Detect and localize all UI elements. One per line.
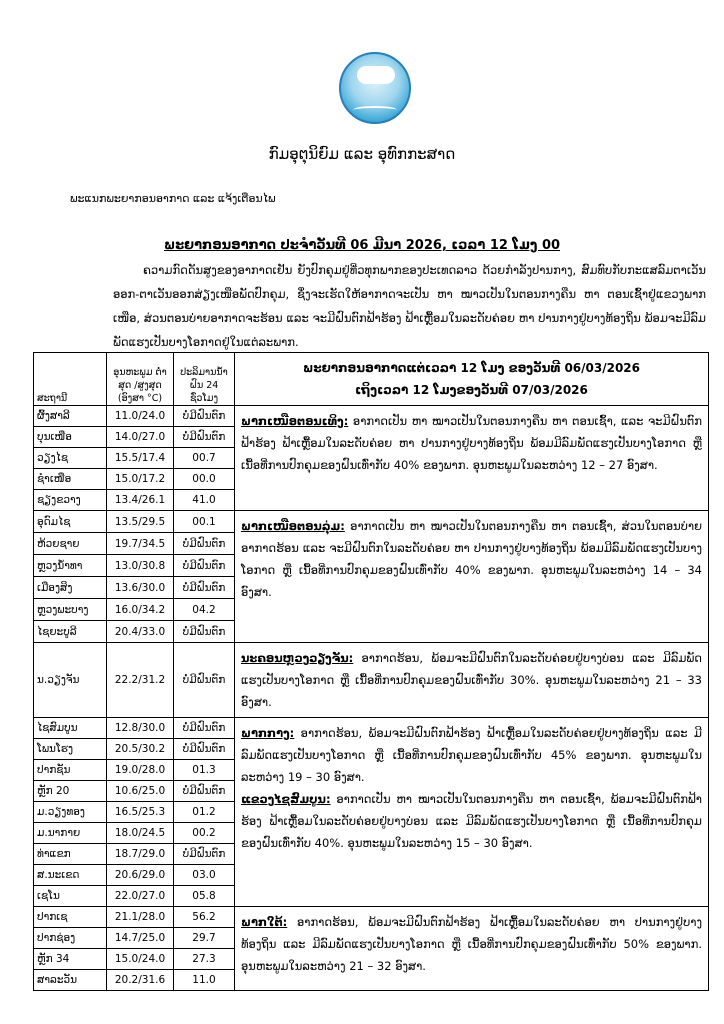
header-rainfall: ປະລິມານນ້ຳຝົນ 24 ຊົ່ວໂມງ: [174, 353, 235, 406]
station-name: ປາກເຊ: [34, 907, 107, 928]
organization-logo: [339, 52, 411, 124]
forecast-table: [33, 352, 709, 991]
temperature-value: 18.7/29.0: [107, 844, 174, 865]
station-name: ສ.ນະເຂດ: [34, 865, 107, 886]
region-text: ອາກາດຮ້ອນ, ພ້ອມຈະມີຝົນຕົກຟ້າຮ້ອງ ຟ້າເຫຼື້ອມໃນລະດັບຄ່ອຍຢູ່ບາງທ້ອງຖິ່ນ ແລະ ມີລົມພັດແຮງເປັນບາງໂອກາດ ຫຼື ເນື້ອທີ່ການປົກຄຸມຂອງຝົນເທົ່າກັບ 45% ຂອງພາກ. ອຸນຫະພູມໃນລະຫວ່າງ 19 – 30 ອົງສາ.: [241, 726, 702, 784]
rainfall-value: ບໍ່ມີຝົນຕົກ: [174, 781, 235, 802]
region-title: ພາກໃຕ້:: [241, 915, 288, 929]
region-forecast: [235, 643, 709, 718]
station-name: ສາລະວັນ: [34, 970, 107, 991]
rainfall-value: ບໍ່ມີຝົນຕົກ: [174, 555, 235, 577]
department-name: ພະແນກພະຍາກອນອາກາດ ແລະ ແຈ້ງເຕືອນໄພ: [70, 192, 276, 205]
temperature-value: 13.6/30.0: [107, 577, 174, 599]
temperature-value: 13.0/30.8: [107, 555, 174, 577]
temperature-value: 14.0/27.0: [107, 427, 174, 448]
station-name: ຜົ້ງສາລີ: [34, 406, 107, 427]
temperature-value: 20.2/31.6: [107, 970, 174, 991]
station-name: ວຽງໄຊ: [34, 448, 107, 469]
rainfall-value: 01.2: [174, 802, 235, 823]
station-name: ຫ້ວຍຊາຍ: [34, 533, 107, 555]
table-row: [34, 406, 709, 427]
rainfall-value: ບໍ່ມີຝົນຕົກ: [174, 533, 235, 555]
table-row: [34, 718, 709, 739]
station-name: ປາກຊັນ: [34, 760, 107, 781]
temperature-value: 19.7/34.5: [107, 533, 174, 555]
rainfall-value: 00.7: [174, 448, 235, 469]
rainfall-value: ບໍ່ມີຝົນຕົກ: [174, 718, 235, 739]
table-row: [34, 643, 709, 718]
region-title: ພາກເໜືອຕອນລຸ່ມ:: [241, 519, 345, 533]
temperature-value: 15.5/17.4: [107, 448, 174, 469]
temperature-value: 20.4/33.0: [107, 621, 174, 643]
header-forecast-line2: ເຖິງເວລາ 12 ໂມງຂອງວັນທີ 07/03/2026: [355, 383, 588, 397]
station-name: ອຸດົມໄຊ: [34, 511, 107, 533]
temperature-value: 19.0/28.0: [107, 760, 174, 781]
rainfall-value: 00.2: [174, 823, 235, 844]
region-title: ແຂວງໄຊສົມບູນ:: [241, 792, 331, 806]
station-name: ປາກຊ່ອງ: [34, 928, 107, 949]
header-station: ສະຖານີ: [34, 353, 107, 406]
rainfall-value: 11.0: [174, 970, 235, 991]
rainfall-value: 56.2: [174, 907, 235, 928]
rainfall-value: ບໍ່ມີຝົນຕົກ: [174, 621, 235, 643]
temperature-value: 13.5/29.5: [107, 511, 174, 533]
temperature-value: 15.0/24.0: [107, 949, 174, 970]
station-name: ຫຼັກ 20: [34, 781, 107, 802]
rainfall-value: 00.0: [174, 469, 235, 490]
region-forecast: [235, 406, 709, 511]
organization-name: ກົມອຸຕຸນິຍົມ ແລະ ອຸທົກກະສາດ: [268, 145, 456, 163]
region-forecast: [235, 907, 709, 991]
cloud-icon: [357, 66, 395, 84]
temperature-value: 16.0/34.2: [107, 599, 174, 621]
region-forecast: [235, 511, 709, 643]
station-name: ຊຽງຂວາງ: [34, 490, 107, 511]
station-name: ເມືອງສິງ: [34, 577, 107, 599]
rainfall-value: 29.7: [174, 928, 235, 949]
rainfall-value: ບໍ່ມີຝົນຕົກ: [174, 643, 235, 718]
region-text: ອາກາດເປັນ ຫາ ໝາວເປັນໃນຕອນກາງຄືນ ຫາ ຕອນເຊົ້າ, ພ້ອມຈະມີຝົນຕົກຟ້າຮ້ອງ ຟ້າເຫຼື້ອມໃນລະດັບຄ່ອຍຢູ່ບາງບ່ອນ ແລະ ມີລົມພັດແຮງເປັນບາງໂອກາດ ຫຼື ເນື້ອທີ່ການປົກຄຸມຂອງຝົນເທົ່າກັບ 40%. ອຸນຫະພູມໃນລະຫວ່າງ 15 – 30 ອົງສາ.: [241, 792, 702, 850]
station-name: ທ່າແຂກ: [34, 844, 107, 865]
temperature-value: 11.0/24.0: [107, 406, 174, 427]
rainfall-value: ບໍ່ມີຝົນຕົກ: [174, 427, 235, 448]
temperature-value: 16.5/25.3: [107, 802, 174, 823]
wave-icon: [353, 106, 397, 114]
rainfall-value: ບໍ່ມີຝົນຕົກ: [174, 577, 235, 599]
forecast-table-body: [34, 406, 709, 991]
header-forecast-line1: ພະຍາກອນອາກາດແຕ່ເວລາ 12 ໂມງ ຂອງວັນທີ 06/03/2026: [302, 361, 641, 375]
station-name: ມ.ນາກາຍ: [34, 823, 107, 844]
region-text: ອາກາດເປັນ ຫາ ໝາວເປັນໃນຕອນກາງຄືນ ຫາ ຕອນເຊົ້າ, ແລະ ຈະມີຝົນຕົກຟ້າຮ້ອງ ຟ້າເຫຼື້ອມໃນລະດັບຄ່ອຍ ຫາ ປານກາງຢູ່ບາງທ້ອງຖິ່ນ ພ້ອມມີລົມພັດແຮງເປັນບາງໂອກາດ ຫຼື ເນື້ອທີ່ການປົກຄຸມຂອງຝົນເທົ່າກັບ 40% ຂອງພາກ. ອຸນຫະພູມໃນລະຫວ່າງ 12 – 27 ອົງສາ.: [241, 414, 703, 472]
station-name: ໄຊຍະບູລີ: [34, 621, 107, 643]
temperature-value: 15.0/17.2: [107, 469, 174, 490]
region-text: ອາກາດເປັນ ຫາ ໝາວເປັນໃນຕອນກາງຄືນ ຫາ ຕອນເຊົ້າ, ສ່ວນໃນຕອນບ່າຍອາກາດຮ້ອນ ແລະ ຈະມີຝົນຕົກໃນລະດັບຄ່ອຍ ຫາ ປານກາງຢູ່ບາງທ້ອງຖິ່ນ ພ້ອມມີລົມພັດແຮງເປັນບາງໂອກາດ ຫຼື ເນື້ອທີ່ການປົກຄຸມຂອງຝົນເທົ່າກັບ 40% ຂອງພາກ. ອຸນຫະພູມໃນລະຫວ່າງ 14 – 34 ອົງສາ.: [241, 519, 703, 599]
rainfall-value: 03.0: [174, 865, 235, 886]
station-name: ເຊໂນ: [34, 886, 107, 907]
region-title: ນະຄອນຫຼວງວຽງຈັນ:: [241, 651, 354, 665]
station-name: ຊຳເໜືອ: [34, 469, 107, 490]
station-name: ມ.ວຽງທອງ: [34, 802, 107, 823]
temperature-value: 22.2/31.2: [107, 643, 174, 718]
temperature-value: 20.6/29.0: [107, 865, 174, 886]
intro-paragraph: ຄວາມກົດດັນສູງຂອງອາກາດເຢັນ ຍັງປົກຄຸມຢູ່ທີ່ວທຸກພາກຂອງປະເທດລາວ ດ້ວຍກຳລັງປານກາງ, ສົມທົບກັບກະແສລົມຕາເວັນອອກ-ຕາເວັນອອກສ່ຽງເໜືອພັດປົກຄຸມ, ຊຶ່ງຈະເຮັດໃຫ້ອາກາດຈະເປັນ ຫາ ໝາວເປັນໃນຕອນກາງຄືນ ຫາ ຕອນເຊົ້າຢູ່ແຂວງພາກເໜືອ, ສ່ວນຕອນບ່າຍອາກາດຈະຮ້ອນ ແລະ ຈະມີຝົນຕົກຟ້າຮ້ອງ ຟ້າເຫຼື້ອມໃນລະດັບຄ່ອຍ ຫາ ປານກາງຢູ່ບາງທ້ອງຖິ່ນ ພ້ອມຈະມີລົມພັດແຮງເປັນບາງໂອກາດຢູ່ໃນແຕ່ລະພາກ.: [113, 263, 706, 349]
station-name: ນ.ວຽງຈັນ: [34, 643, 107, 718]
rainfall-value: ບໍ່ມີຝົນຕົກ: [174, 844, 235, 865]
station-name: ໄຊສົມບູນ: [34, 718, 107, 739]
station-name: ໂພນໂຮງ: [34, 739, 107, 760]
temperature-value: 20.5/30.2: [107, 739, 174, 760]
temperature-value: 14.7/25.0: [107, 928, 174, 949]
region-text: ອາກາດຮ້ອນ, ພ້ອມຈະມີຝົນຕົກຟ້າຮ້ອງ ຟ້າເຫຼື້ອມໃນລະດັບຄ່ອຍ ຫາ ປານກາງຢູ່ບາງທ້ອງຖິ່ນ ແລະ ມີລົມພັດແຮງເປັນບາງໂອກາດ ຫຼື ເນື້ອທີ່ການປົກຄຸມຂອງຝົນເທົ່າກັບ 50% ຂອງພາກ. ອຸນຫະພູມໃນລະຫວ່າງ 21 – 32 ອົງສາ.: [241, 915, 703, 973]
temperature-value: 22.0/27.0: [107, 886, 174, 907]
region-text: ອາກາດຮ້ອນ, ພ້ອມຈະມີຝົນຕົກໃນລະດັບຄ່ອຍຢູ່ບາງບ່ອນ ແລະ ມີລົມພັດແຮງເປັນບາງໂອກາດ ຫຼື ເນື້ອທີ່ການປົກຄຸມຂອງຝົນເທົ່າກັບ 30%. ອຸນຫະພູມໃນລະຫວ່າງ 21 – 33 ອົງສາ.: [241, 651, 703, 709]
station-name: ຫຼວງນ້ຳທາ: [34, 555, 107, 577]
region-title: ພາກເໜືອຕອນເທິງ:: [241, 414, 349, 428]
temperature-value: 10.6/25.0: [107, 781, 174, 802]
rainfall-value: ບໍ່ມີຝົນຕົກ: [174, 406, 235, 427]
rainfall-value: 00.1: [174, 511, 235, 533]
station-name: ຫຼວງພະບາງ: [34, 599, 107, 621]
header-temperature: ອຸນຫະພູມ ຕໍ່າສຸດ /ສູງສຸດ (ອົງສາ °C): [107, 353, 174, 406]
table-row: [34, 511, 709, 533]
region-forecast: [235, 718, 709, 907]
rainfall-value: 01.3: [174, 760, 235, 781]
header-forecast: [235, 353, 709, 406]
station-name: ຫຼັກ 34: [34, 949, 107, 970]
rainfall-value: 41.0: [174, 490, 235, 511]
table-row: [34, 907, 709, 928]
temperature-value: 18.0/24.5: [107, 823, 174, 844]
temperature-value: 12.8/30.0: [107, 718, 174, 739]
region-title: ພາກກາງ:: [241, 726, 295, 740]
temperature-value: 21.1/28.0: [107, 907, 174, 928]
rainfall-value: ບໍ່ມີຝົນຕົກ: [174, 739, 235, 760]
rainfall-value: 27.3: [174, 949, 235, 970]
temperature-value: 13.4/26.1: [107, 490, 174, 511]
station-name: ບຸນເໜືອ: [34, 427, 107, 448]
page-title: ພະຍາກອນອາກາດ ປະຈຳວັນທີ 06 ມີນາ 2026, ເວລາ 12 ໂມງ 00: [163, 238, 561, 253]
rainfall-value: 05.8: [174, 886, 235, 907]
rainfall-value: 04.2: [174, 599, 235, 621]
